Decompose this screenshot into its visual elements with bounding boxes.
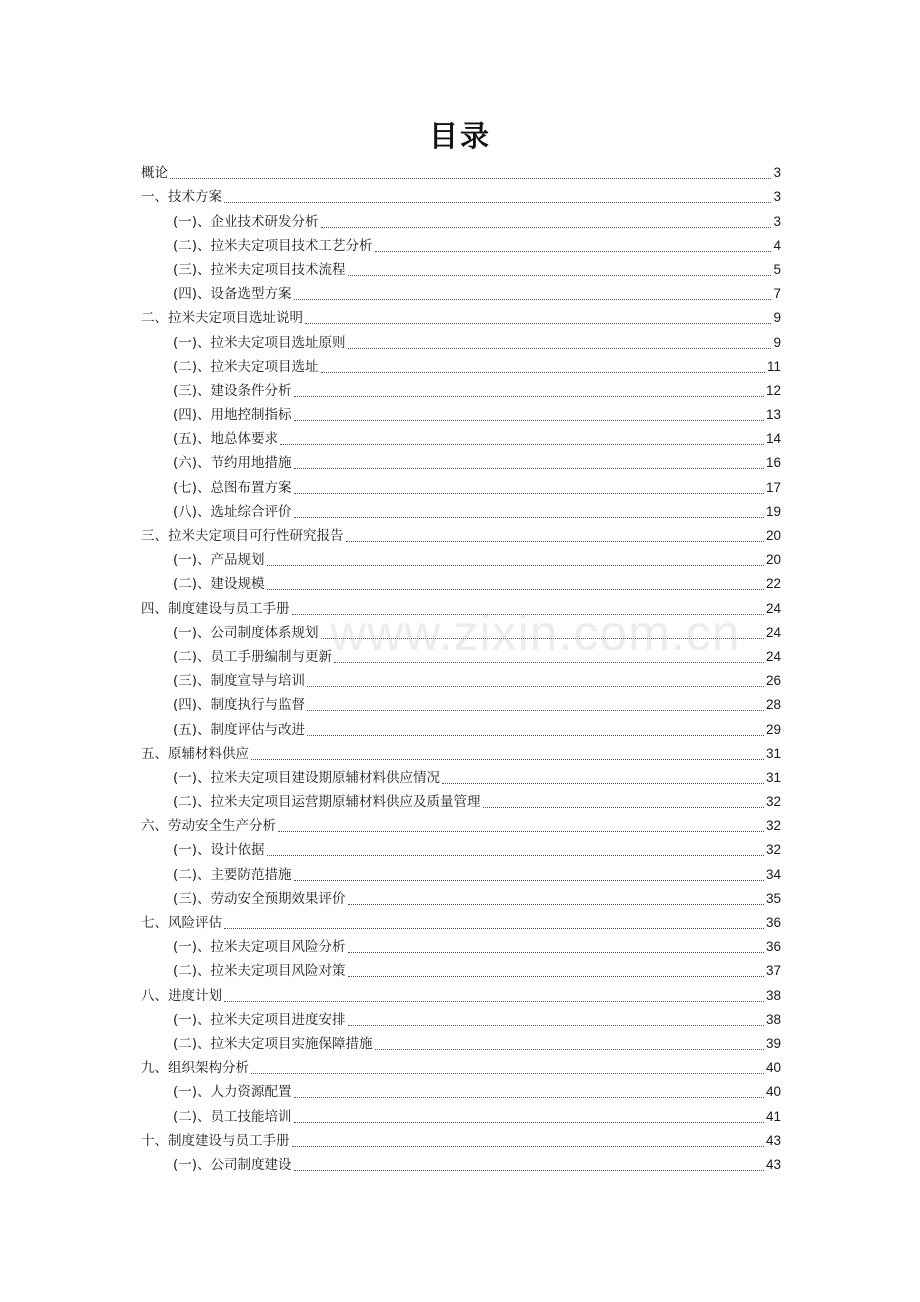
toc-section-entry[interactable] bbox=[141, 790, 781, 814]
toc-section-entry[interactable] bbox=[141, 572, 781, 596]
toc-entry-label: (四)、制度执行与监督 bbox=[173, 697, 306, 714]
toc-section-entry[interactable] bbox=[141, 379, 781, 403]
dot-leader bbox=[294, 396, 764, 397]
toc-section-entry[interactable] bbox=[141, 1032, 781, 1056]
dot-leader bbox=[294, 493, 764, 494]
dot-leader bbox=[280, 444, 764, 445]
toc-section-entry[interactable] bbox=[141, 1104, 781, 1128]
toc-chapter-entry[interactable] bbox=[141, 1129, 781, 1153]
toc-section-entry[interactable] bbox=[141, 209, 781, 233]
toc-section-entry[interactable] bbox=[141, 693, 781, 717]
toc-entry-label: 二、拉米夫定项目选址说明 bbox=[141, 310, 303, 327]
toc-entry-page-number: 3 bbox=[773, 165, 781, 181]
toc-entry-label: (一)、人力资源配置 bbox=[173, 1084, 292, 1101]
toc-section-entry[interactable] bbox=[141, 669, 781, 693]
dot-leader bbox=[294, 468, 764, 469]
dot-leader bbox=[224, 1001, 764, 1002]
toc-entry-label: (一)、拉米夫定项目风险分析 bbox=[173, 939, 346, 956]
toc-entry-label: (二)、员工手册编制与更新 bbox=[173, 648, 333, 665]
toc-chapter-entry[interactable] bbox=[141, 983, 781, 1007]
toc-entry-label: 三、拉米夫定项目可行性研究报告 bbox=[141, 528, 344, 544]
dot-leader bbox=[346, 541, 764, 542]
dot-leader bbox=[321, 638, 764, 639]
toc-entry-page-number: 17 bbox=[765, 479, 781, 495]
toc-entry-page-number: 3 bbox=[773, 189, 781, 205]
dot-leader bbox=[348, 952, 764, 953]
dot-leader bbox=[170, 178, 771, 179]
toc-section-entry[interactable] bbox=[141, 959, 781, 983]
toc-section-entry[interactable] bbox=[141, 548, 781, 572]
toc-entry-label: (一)、产品规划 bbox=[173, 552, 265, 569]
toc-section-entry[interactable] bbox=[141, 1008, 781, 1032]
toc-section-entry[interactable] bbox=[141, 451, 781, 475]
toc-entry-page-number: 29 bbox=[765, 721, 781, 737]
toc-section-entry[interactable] bbox=[141, 427, 781, 451]
toc-entry-page-number: 32 bbox=[765, 842, 781, 858]
toc-chapter-entry[interactable] bbox=[141, 161, 781, 185]
toc-chapter-entry[interactable] bbox=[141, 596, 781, 620]
toc-entry-page-number: 26 bbox=[765, 673, 781, 689]
toc-entry-page-number: 14 bbox=[765, 431, 781, 447]
toc-entry-label: (五)、地总体要求 bbox=[173, 431, 279, 448]
dot-leader bbox=[307, 735, 764, 736]
dot-leader bbox=[348, 976, 764, 977]
dot-leader bbox=[294, 420, 764, 421]
dot-leader bbox=[278, 831, 764, 832]
dot-leader bbox=[348, 1025, 764, 1026]
toc-chapter-entry[interactable] bbox=[141, 185, 781, 209]
dot-leader bbox=[294, 299, 772, 300]
toc-entry-label: 九、组织架构分析 bbox=[141, 1060, 249, 1077]
toc-entry-label: (二)、员工技能培训 bbox=[173, 1108, 292, 1125]
toc-section-entry[interactable] bbox=[141, 500, 781, 524]
toc-entry-page-number: 9 bbox=[773, 334, 781, 350]
toc-entry-label: (一)、企业技术研发分析 bbox=[173, 213, 319, 230]
toc-section-entry[interactable] bbox=[141, 282, 781, 306]
toc-section-entry[interactable] bbox=[141, 1153, 781, 1177]
toc-entry-label: (三)、建设条件分析 bbox=[173, 382, 292, 399]
toc-section-entry[interactable] bbox=[141, 1080, 781, 1104]
toc-entry-label: (二)、拉米夫定项目风险对策 bbox=[173, 963, 346, 980]
toc-entry-page-number: 24 bbox=[765, 600, 781, 616]
toc-entry-page-number: 11 bbox=[766, 358, 781, 374]
dot-leader bbox=[224, 202, 771, 203]
toc-entry-label: 六、劳动安全生产分析 bbox=[141, 818, 276, 835]
toc-chapter-entry[interactable] bbox=[141, 524, 781, 548]
toc-entry-page-number: 3 bbox=[773, 213, 781, 229]
toc-entry-page-number: 41 bbox=[765, 1108, 781, 1124]
toc-entry-label: (二)、拉米夫定项目选址 bbox=[173, 358, 319, 375]
dot-leader bbox=[251, 759, 764, 760]
toc-section-entry[interactable] bbox=[141, 935, 781, 959]
toc-section-entry[interactable] bbox=[141, 355, 781, 379]
dot-leader bbox=[348, 904, 764, 905]
toc-section-entry[interactable] bbox=[141, 862, 781, 886]
toc-section-entry[interactable] bbox=[141, 475, 781, 499]
dot-leader bbox=[267, 565, 764, 566]
dot-leader bbox=[321, 372, 765, 373]
toc-entry-page-number: 37 bbox=[765, 963, 781, 979]
dot-leader bbox=[294, 1097, 764, 1098]
toc-chapter-entry[interactable] bbox=[141, 911, 781, 935]
toc-entry-page-number: 13 bbox=[765, 407, 781, 423]
toc-entry-page-number: 35 bbox=[765, 890, 781, 906]
toc-entry-label: (二)、拉米夫定项目实施保障措施 bbox=[173, 1035, 373, 1052]
toc-entry-label: (四)、用地控制指标 bbox=[173, 407, 292, 424]
dot-leader bbox=[224, 928, 764, 929]
dot-leader bbox=[267, 855, 764, 856]
toc-entry-page-number: 40 bbox=[765, 1060, 781, 1076]
toc-chapter-entry[interactable] bbox=[141, 742, 781, 766]
toc-entry-page-number: 36 bbox=[765, 939, 781, 955]
toc-entry-page-number: 38 bbox=[765, 987, 781, 1003]
toc-entry-label: (三)、拉米夫定项目技术流程 bbox=[173, 261, 346, 278]
toc-entry-page-number: 43 bbox=[765, 1156, 781, 1172]
page-title: 目录 bbox=[428, 119, 491, 153]
dot-leader bbox=[334, 662, 764, 663]
toc-entry-label: (三)、劳动安全预期效果评价 bbox=[173, 890, 346, 907]
toc-entry-page-number: 34 bbox=[765, 866, 781, 882]
toc-entry-label: (一)、拉米夫定项目选址原则 bbox=[173, 334, 346, 351]
toc-entry-label: 四、制度建设与员工手册 bbox=[141, 600, 290, 617]
toc-entry-label: 八、进度计划 bbox=[141, 987, 222, 1004]
toc-entry-label: (三)、制度宣导与培训 bbox=[173, 673, 306, 690]
toc-entry-label: (六)、节约用地措施 bbox=[173, 455, 292, 472]
dot-leader bbox=[321, 227, 772, 228]
dot-leader bbox=[294, 1122, 764, 1123]
toc-entry-label: (一)、拉米夫定项目建设期原辅材料供应情况 bbox=[173, 769, 441, 786]
toc-section-entry[interactable] bbox=[141, 887, 781, 911]
toc-entry-page-number: 20 bbox=[765, 528, 781, 543]
dot-leader bbox=[292, 1146, 764, 1147]
dot-leader bbox=[348, 348, 772, 349]
toc-entry-label: (四)、设备选型方案 bbox=[173, 286, 292, 303]
toc-entry-page-number: 32 bbox=[765, 818, 781, 834]
toc-section-entry[interactable] bbox=[141, 645, 781, 669]
toc-section-entry[interactable] bbox=[141, 766, 781, 790]
toc-entry-label: (一)、设计依据 bbox=[173, 842, 265, 859]
toc-section-entry[interactable] bbox=[141, 621, 781, 645]
toc-section-entry[interactable] bbox=[141, 330, 781, 354]
toc-section-entry[interactable] bbox=[141, 838, 781, 862]
toc-entry-page-number: 24 bbox=[765, 648, 781, 664]
toc-entry-label: (二)、拉米夫定项目运营期原辅材料供应及质量管理 bbox=[173, 794, 481, 811]
toc-entry-label: (二)、主要防范措施 bbox=[173, 866, 292, 883]
dot-leader bbox=[294, 1170, 764, 1171]
toc-entry-page-number: 28 bbox=[765, 697, 781, 713]
dot-leader bbox=[251, 1073, 764, 1074]
toc-section-entry[interactable] bbox=[141, 717, 781, 741]
dot-leader bbox=[307, 686, 764, 687]
dot-leader bbox=[294, 517, 764, 518]
toc-entry-label: (二)、建设规模 bbox=[173, 576, 265, 593]
watermark: www.zixin.com.cn bbox=[330, 605, 741, 661]
dot-leader bbox=[294, 880, 764, 881]
toc-entry-page-number: 31 bbox=[765, 769, 781, 785]
toc-entry-label: 十、制度建设与员工手册 bbox=[141, 1132, 290, 1149]
toc-entry-label: (五)、制度评估与改进 bbox=[173, 721, 306, 738]
toc-section-entry[interactable] bbox=[141, 258, 781, 282]
dot-leader bbox=[375, 251, 772, 252]
toc-section-entry[interactable] bbox=[141, 234, 781, 258]
dot-leader bbox=[267, 589, 764, 590]
toc-entry-page-number: 22 bbox=[765, 576, 781, 592]
toc-entry-page-number: 40 bbox=[765, 1084, 781, 1100]
table-of-contents bbox=[141, 161, 781, 1177]
toc-entry-page-number: 7 bbox=[773, 286, 781, 302]
toc-entry-page-number: 31 bbox=[765, 745, 781, 761]
toc-entry-label: 五、原辅材料供应 bbox=[141, 745, 249, 762]
toc-chapter-entry[interactable] bbox=[141, 1056, 781, 1080]
toc-entry-page-number: 12 bbox=[765, 382, 781, 398]
toc-entry-page-number: 9 bbox=[773, 310, 781, 326]
toc-entry-page-number: 38 bbox=[765, 1011, 781, 1027]
toc-entry-page-number: 20 bbox=[765, 552, 781, 568]
toc-entry-page-number: 5 bbox=[773, 261, 781, 277]
toc-chapter-entry[interactable] bbox=[141, 306, 781, 330]
toc-entry-label: (一)、公司制度体系规划 bbox=[173, 624, 319, 641]
dot-leader bbox=[292, 614, 764, 615]
dot-leader bbox=[375, 1049, 764, 1050]
dot-leader bbox=[483, 807, 764, 808]
toc-entry-label: 七、风险评估 bbox=[141, 915, 222, 931]
toc-entry-label: 一、技术方案 bbox=[141, 189, 222, 206]
toc-entry-page-number: 24 bbox=[765, 624, 781, 640]
dot-leader bbox=[305, 323, 771, 324]
dot-leader bbox=[307, 710, 764, 711]
toc-entry-label: (八)、选址综合评价 bbox=[173, 503, 292, 520]
toc-entry-label: (一)、拉米夫定项目进度安排 bbox=[173, 1011, 346, 1028]
toc-entry-page-number: 4 bbox=[773, 237, 781, 253]
toc-entry-page-number: 19 bbox=[765, 503, 781, 519]
dot-leader bbox=[348, 275, 772, 276]
toc-entry-page-number: 16 bbox=[765, 455, 781, 471]
toc-entry-label: (一)、公司制度建设 bbox=[173, 1156, 292, 1173]
toc-entry-label: (二)、拉米夫定项目技术工艺分析 bbox=[173, 237, 373, 254]
toc-section-entry[interactable] bbox=[141, 403, 781, 427]
toc-entry-page-number: 32 bbox=[765, 794, 781, 810]
toc-entry-page-number: 36 bbox=[765, 915, 781, 930]
toc-entry-page-number: 39 bbox=[765, 1035, 781, 1051]
toc-entry-page-number: 43 bbox=[765, 1132, 781, 1148]
toc-entry-label: 概论 bbox=[141, 165, 168, 182]
toc-entry-label: (七)、总图布置方案 bbox=[173, 479, 292, 496]
toc-chapter-entry[interactable] bbox=[141, 814, 781, 838]
dot-leader bbox=[442, 783, 764, 784]
